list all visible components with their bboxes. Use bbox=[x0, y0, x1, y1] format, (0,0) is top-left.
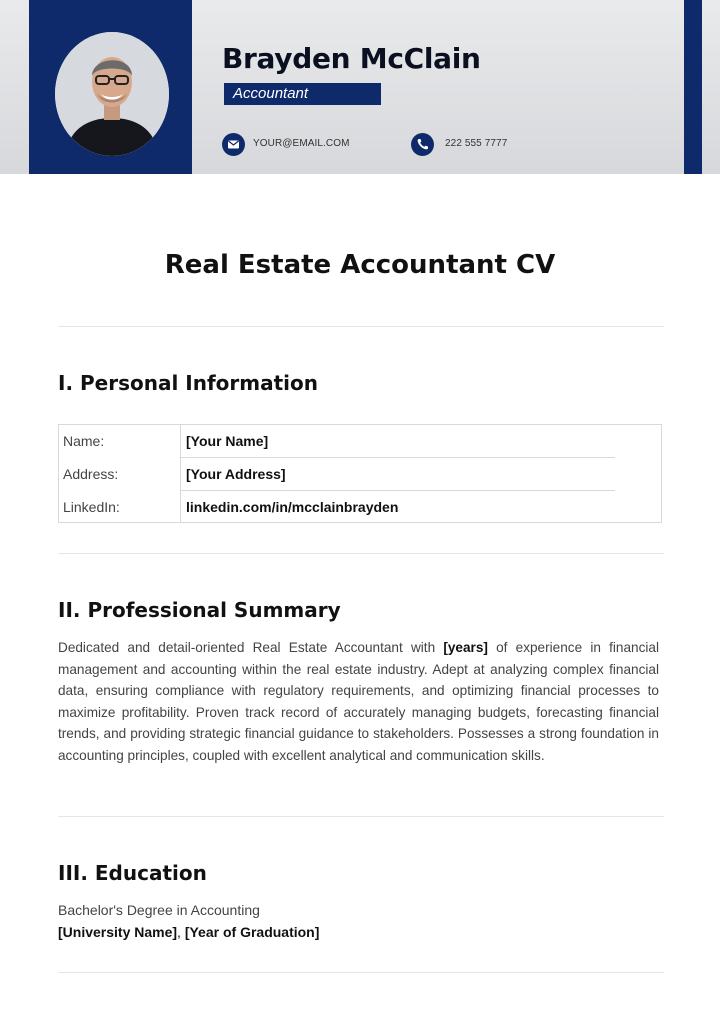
education-separator: , bbox=[177, 924, 185, 940]
summary-highlight: [years] bbox=[443, 640, 488, 655]
phone-text[interactable]: 222 555 7777 bbox=[445, 138, 508, 149]
university-name: [University Name] bbox=[58, 924, 178, 940]
header-accent-stripe bbox=[684, 0, 702, 174]
avatar bbox=[55, 32, 169, 156]
divider bbox=[58, 326, 664, 327]
section-heading-summary: II. Professional Summary bbox=[58, 598, 341, 622]
avatar-portrait-icon bbox=[55, 32, 169, 156]
row-value: [Your Address] bbox=[186, 466, 286, 482]
section-heading-education: III. Education bbox=[58, 861, 207, 885]
row-value: [Your Name] bbox=[186, 433, 269, 449]
table-row bbox=[59, 425, 661, 458]
email-icon bbox=[222, 133, 245, 156]
summary-paragraph bbox=[58, 637, 659, 767]
education-degree: Bachelor's Degree in Accounting bbox=[58, 902, 260, 918]
table-row bbox=[59, 458, 661, 491]
document-title: Real Estate Accountant CV bbox=[164, 250, 556, 280]
divider bbox=[58, 972, 664, 973]
phone-icon bbox=[411, 133, 434, 156]
divider bbox=[58, 553, 664, 554]
email-text[interactable]: YOUR@EMAIL.COM bbox=[253, 138, 350, 149]
education-details bbox=[58, 924, 319, 940]
row-label: Address: bbox=[63, 466, 119, 482]
job-title-badge: Accountant bbox=[224, 83, 381, 105]
summary-text: Dedicated and detail-oriented Real Estate Accountant with bbox=[58, 640, 444, 655]
table-row bbox=[59, 491, 661, 524]
row-label: LinkedIn: bbox=[63, 499, 120, 515]
header-banner bbox=[0, 0, 720, 174]
personal-info-table bbox=[58, 424, 662, 523]
summary-text: of experience in financial management and accounting within the real estate industry. Adept at analyzing complex financial data, ensuring compliance with regulatory requirements, and optimizing financial processes to maximize profitability. Proven track record of accurately managing budgets, forecasting financial trends, and providing strategic financial guidance to stakeholders. Possesses a strong foundation in accounting principles, coupled with excellent analytical and communication skills. bbox=[58, 640, 659, 763]
linkedin-link[interactable]: linkedin.com/in/mcclainbrayden bbox=[186, 499, 399, 515]
row-label: Name: bbox=[63, 433, 105, 449]
divider bbox=[58, 816, 664, 817]
section-heading-personal: I. Personal Information bbox=[58, 371, 318, 395]
graduation-year: [Year of Graduation] bbox=[184, 924, 320, 940]
candidate-name: Brayden McClain bbox=[222, 42, 481, 75]
